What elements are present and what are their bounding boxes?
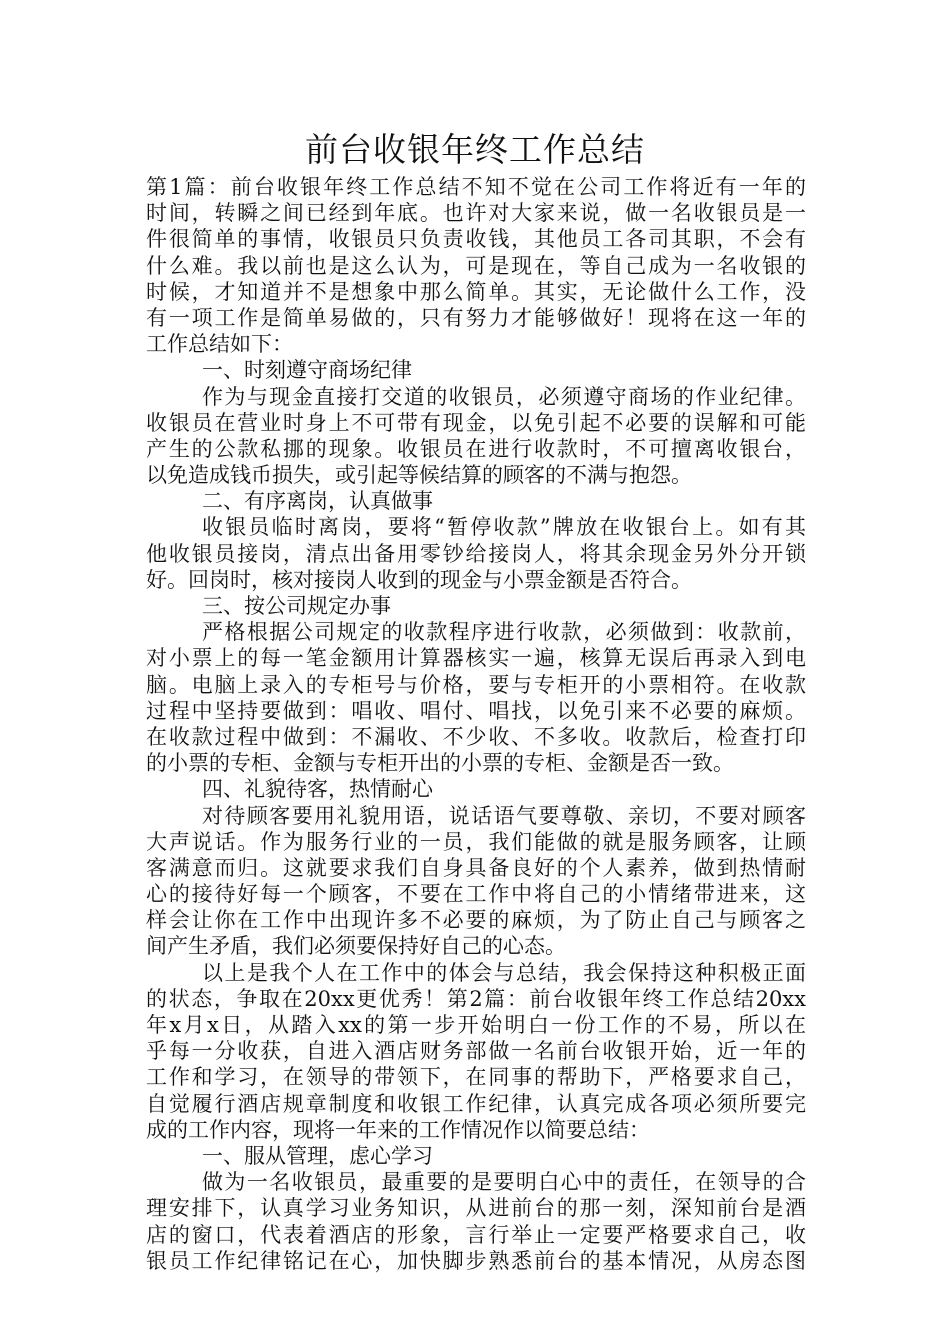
text-line: 大声说话。作为服务行业的一员，我们能做的就是服务顾客，让顾 [146, 829, 806, 854]
text-line: 心的接待好每一个顾客，不要在工作中将自己的小情绪带进来，这 [146, 882, 806, 907]
text-line: 好。回岗时，核对接岗人收到的现金与小票金额是否符合。 [146, 567, 692, 592]
text-line: 工作和学习，在领导的带领下，在同事的帮助下，严格要求自己， [146, 1065, 806, 1090]
text-line: 的小票的专柜、金额与专柜开出的小票的专柜、金额是否一致。 [146, 751, 734, 776]
text-line: 时候，才知道并不是想象中那么简单。其实，无论做什么工作，没 [146, 279, 806, 304]
text-line: 脑。电脑上录入的专柜号与价格，要与专柜开的小票相符。在收款 [146, 672, 806, 697]
text-line: 工作总结如下： [146, 332, 293, 357]
text-line: 对待顾客要用礼貌用语，说话语气要尊敬、亲切，不要对顾客 [202, 803, 806, 828]
text-line: 做为一名收银员，最重要的是要明白心中的责任，在领导的合 [202, 1170, 806, 1195]
text-line: 第1篇：前台收银年终工作总结不知不觉在公司工作将近有一年的 [146, 175, 806, 199]
text-line: 年x月x日，从踏入xx的第一步开始明白一份工作的不易，所以在 [146, 1013, 806, 1037]
text-line: 的状态，争取在20xx更优秀！第2篇：前台收银年终工作总结20xx [146, 986, 806, 1011]
text-line: 过程中坚持要做到：唱收、唱付、唱找，以免引来不必要的麻烦。 [146, 698, 806, 723]
text-line: 二、有序离岗，认真做事 [202, 489, 433, 514]
text-line: 件很简单的事情，收银员只负责收钱，其他员工各司其职，不会有 [146, 227, 806, 252]
text-line: 客满意而归。这就要求我们自身具备良好的个人素养，做到热情耐 [146, 855, 806, 880]
text-line: 一、服从管理，虑心学习 [202, 1143, 433, 1168]
text-line: 收银员临时离岗，要将“暂停收款”牌放在收银台上。如有其 [202, 515, 806, 540]
text-line: 以上是我个人在工作中的体会与总结，我会保持这种积极正面 [202, 960, 806, 985]
text-line: 产生的公款私挪的现象。收银员在进行收款时，不可擅离收银台， [146, 436, 806, 461]
text-line: 乎每一分收获，自进入酒店财务部做一名前台收银开始，近一年的 [146, 1039, 806, 1064]
text-line: 样会让你在工作中出现许多不必要的麻烦，为了防止自己与顾客之 [146, 908, 806, 933]
text-line: 理安排下，认真学习业务知识，从进前台的那一刻，深知前台是酒 [146, 1196, 806, 1221]
text-line: 他收银员接岗，清点出备用零钞给接岗人，将其余现金另外分开锁 [146, 541, 806, 566]
text-line: 成的工作内容，现将一年来的工作情况作以简要总结： [146, 1117, 650, 1142]
text-line: 有一项工作是简单易做的，只有努力才能够做好！现将在这一年的 [146, 305, 806, 330]
text-line: 间产生矛盾，我们必须要保持好自己的心态。 [146, 934, 566, 959]
text-line: 自觉履行酒店规章制度和收银工作纪律，认真完成各项必须所要完 [146, 1091, 806, 1116]
text-line: 对小票上的每一笔金额用计算器核实一遍，核算无误后再录入到电 [146, 646, 806, 671]
text-line: 三、按公司规定办事 [202, 594, 391, 618]
text-line: 作为与现金直接打交道的收银员，必须遵守商场的作业纪律。 [202, 384, 806, 409]
document-body [146, 174, 806, 1274]
text-line: 在收款过程中做到：不漏收、不少收、不多收。收款后，检查打印 [146, 724, 806, 749]
text-line: 银员工作纪律铭记在心，加快脚步熟悉前台的基本情况，从房态图 [146, 1248, 806, 1273]
text-line: 一、时刻遵守商场纪律 [202, 358, 412, 383]
document-title: 前台收银年终工作总结 [305, 130, 645, 169]
text-line: 四、礼貌待客，热情耐心 [202, 777, 433, 802]
text-line: 收银员在营业时身上不可带有现金，以免引起不必要的误解和可能 [146, 410, 806, 435]
text-line: 严格根据公司规定的收款程序进行收款，必须做到：收款前， [202, 620, 806, 645]
text-line: 什么难。我以前也是这么认为，可是现在，等自己成为一名收银的 [146, 253, 806, 278]
text-line: 时间，转瞬之间已经到年底。也许对大家来说，做一名收银员是一 [146, 201, 806, 226]
text-line: 以免造成钱币损失，或引起等候结算的顾客的不满与抱怨。 [146, 463, 692, 488]
text-line: 店的窗口，代表着酒店的形象，言行举止一定要严格要求自己，收 [146, 1222, 806, 1247]
